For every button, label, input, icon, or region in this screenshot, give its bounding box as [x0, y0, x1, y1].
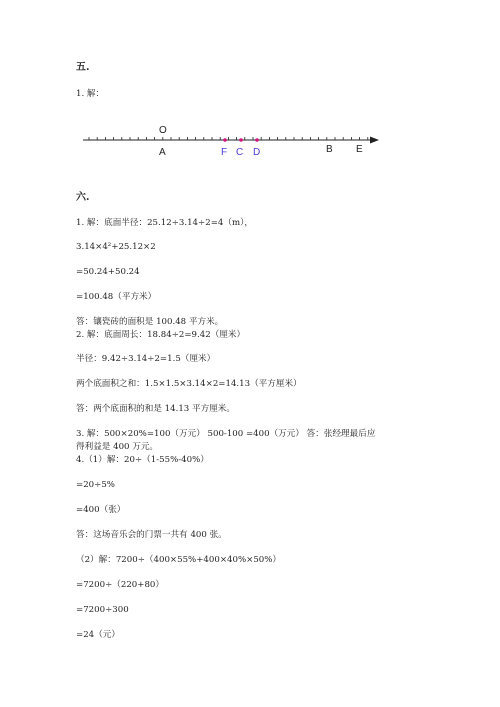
number-line — [0, 0, 500, 170]
solution-line: （2）解：7200÷（400×55%+400×40%×50%） — [76, 555, 282, 565]
solution-line: 1. 解：底面半径：25.12÷3.14÷2=4（m）， — [76, 218, 253, 228]
label-e: E — [356, 144, 363, 155]
solution-line: =50.24+50.24 — [76, 267, 140, 277]
solution-line: =7200÷（220+80） — [76, 580, 164, 590]
label-f: F — [221, 147, 228, 158]
solution-line: 4.（1）解：20÷（1-55%-40%） — [76, 455, 209, 465]
solution-line: =24（元） — [76, 630, 120, 640]
answer-line: 答：镶瓷砖的面积是 100.48 平方米。 — [76, 317, 224, 327]
solution-line: 半径：9.42÷3.14÷2=1.5（厘米） — [76, 354, 216, 364]
point-f-marker — [223, 138, 227, 142]
solution-line: =7200÷300 — [76, 605, 129, 615]
answer-line: 答：这场音乐会的门票一共有 400 张。 — [76, 530, 227, 540]
label-d: D — [253, 147, 261, 158]
point-d-marker — [255, 138, 259, 142]
solution-line: 2. 解：底面周长：18.84÷2=9.42（厘米） — [76, 330, 246, 340]
answer-line: 答：两个底面积的和是 14.13 平方厘米。 — [76, 404, 235, 414]
section-5-heading: 五. — [76, 62, 90, 73]
solution-line: 3. 解：500×20%=100（万元） 500-100 =400（万元） 答：张经理最后应 — [76, 429, 376, 439]
label-o: O — [159, 125, 167, 136]
label-a: A — [159, 147, 166, 158]
solution-line: =400（张） — [76, 505, 126, 515]
point-c-marker — [239, 138, 243, 142]
solution-line: =100.48（平方米） — [76, 292, 157, 302]
label-c: C — [236, 147, 244, 158]
section-6-heading: 六. — [76, 192, 90, 203]
question-1-label: 1. 解： — [76, 89, 105, 99]
solution-line: 两个底面积之和：1.5×1.5×3.14×2=14.13（平方厘米） — [76, 379, 302, 389]
solution-line: 3.14×4²+25.12×2 — [76, 242, 156, 252]
label-b: B — [326, 144, 333, 155]
solution-line: =20÷5% — [76, 480, 115, 490]
answer-line: 得利益是 400 万元。 — [76, 442, 159, 452]
